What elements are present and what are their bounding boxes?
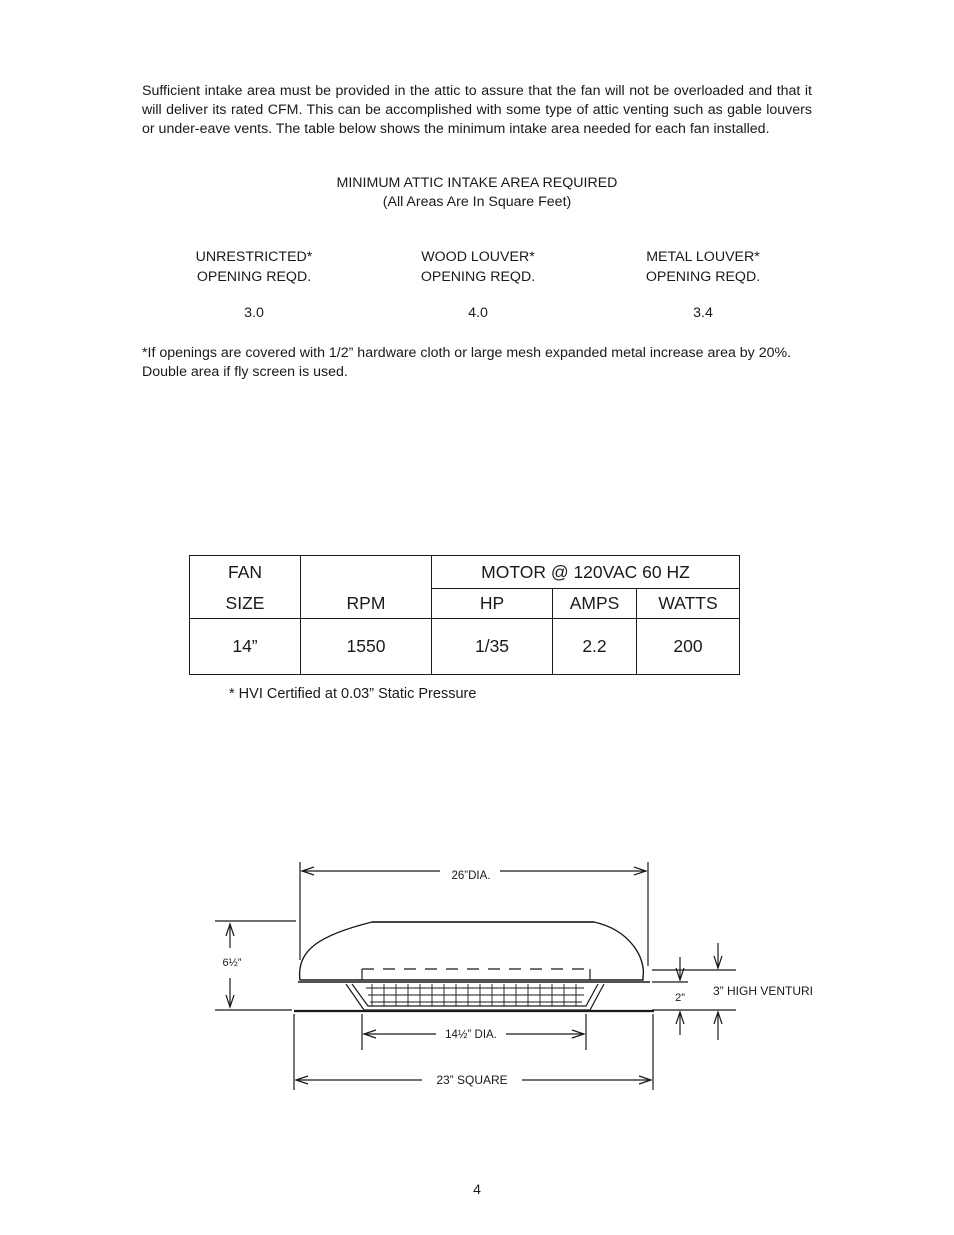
rpm-header: RPM xyxy=(301,589,432,619)
intro-paragraph: Sufficient intake area must be provided in the attic to assure that the fan will not be overloaded and that it will deliver its rated CFM. This can be accomplished with some type of attic venting such as gable louvers or under-eave vents. The table below shows the minimum intake area needed for each fan installed. xyxy=(142,83,812,137)
amps-header: AMPS xyxy=(553,589,637,619)
column-header-line2: OPENING REQD. xyxy=(420,268,536,285)
size-header: SIZE xyxy=(190,589,301,619)
height-label: 6½” xyxy=(222,957,242,969)
column-value: 3.4 xyxy=(693,305,713,321)
venturi-screen-grid xyxy=(366,984,584,1006)
fan-dome xyxy=(300,922,644,980)
venturi-height-label: 2” xyxy=(675,992,685,1004)
watts-header: WATTS xyxy=(637,589,740,619)
column-header-line1: WOOD LOUVER* xyxy=(421,249,535,265)
fan-header: FAN xyxy=(190,556,301,589)
footnote-line2: Double area if fly screen is used. xyxy=(142,364,348,380)
column-header-line2: OPENING REQD. xyxy=(645,268,761,285)
motor-header: MOTOR @ 120VAC 60 HZ xyxy=(432,556,740,589)
column-header-line1: METAL LOUVER* xyxy=(646,249,760,265)
page-number: 4 xyxy=(473,1181,481,1197)
column-value: 4.0 xyxy=(468,305,488,321)
inner-dia-label: 14½” DIA. xyxy=(445,1029,497,1041)
size-cell: 14” xyxy=(190,619,301,675)
watts-cell: 200 xyxy=(637,619,740,675)
hp-header: HP xyxy=(432,589,553,619)
rpm-cell: 1550 xyxy=(301,619,432,675)
amps-cell: 2.2 xyxy=(553,619,637,675)
footnote-line1: *If openings are covered with 1/2” hardware cloth or large mesh expanded metal increase area by 20%. xyxy=(142,345,792,361)
venturi-label: 3” HIGH VENTURI xyxy=(713,984,814,998)
column-value: 3.0 xyxy=(244,305,264,321)
column-header-line2: OPENING REQD. xyxy=(196,268,312,285)
intake-title: MINIMUM ATTIC INTAKE AREA REQUIRED xyxy=(336,175,618,191)
hp-cell: 1/35 xyxy=(432,619,553,675)
hvi-note: * HVI Certified at 0.03” Static Pressure xyxy=(229,686,477,702)
intake-subtitle: (All Areas Are In Square Feet) xyxy=(382,194,572,210)
dia-label: 26”DIA. xyxy=(451,870,491,882)
square-label: 23” SQUARE xyxy=(436,1073,508,1087)
column-header-line1: UNRESTRICTED* xyxy=(195,249,313,265)
